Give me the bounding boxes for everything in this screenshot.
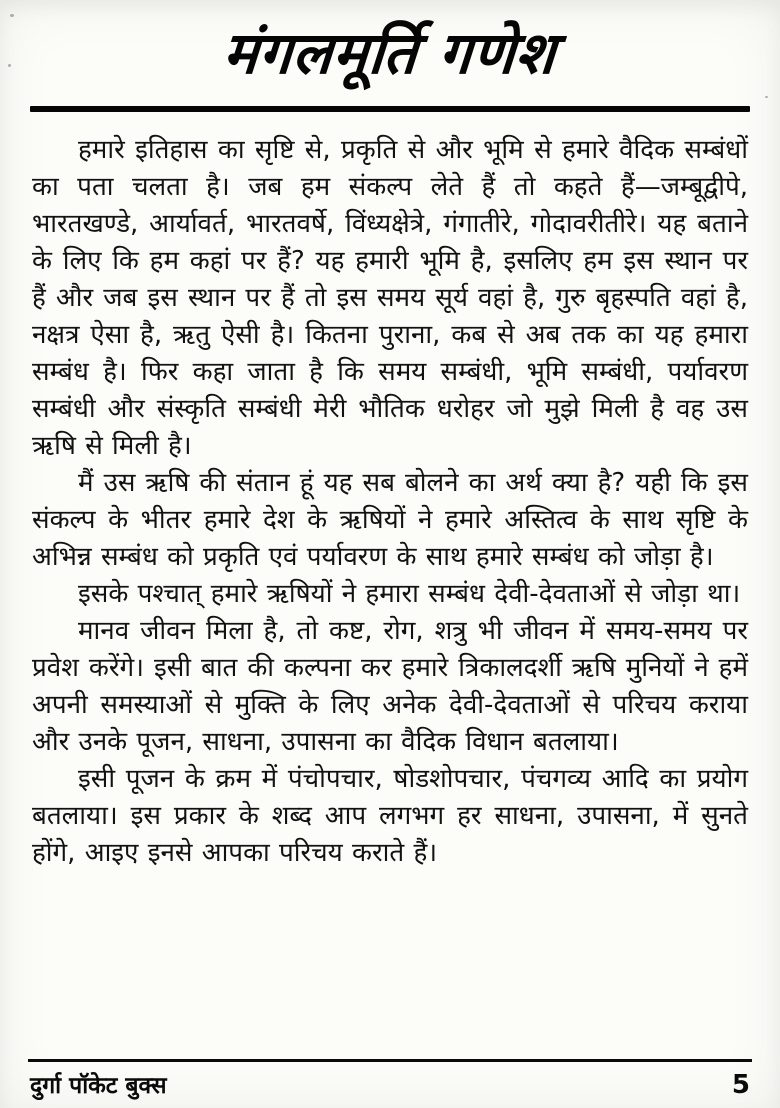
paragraph: मैं उस ऋषि की संतान हूं यह सब बोलने का अर्थ क्या है? यही कि इस संकल्प के भीतर हमारे देश के ऋषियों ने हमारे अस्तित्व के साथ सृष्टि के अभिन्न सम्बंध को प्रकृति एवं पर्यावरण के साथ हमारे सम्बंध को जोड़ा है।	[32, 467, 748, 572]
scan-speck	[765, 96, 768, 98]
publisher-name: दुर्गा पॉकेट बुक्स	[30, 1073, 167, 1099]
body-text	[32, 132, 748, 872]
page-title: मंगलमूर्ति गणेश	[220, 19, 559, 87]
footer-divider	[28, 1059, 752, 1062]
paragraph: इसके पश्चात् हमारे ऋषियों ने हमारा सम्बंध देवी-देवताओं से जोड़ा था।	[78, 578, 741, 609]
title-divider	[30, 106, 750, 112]
page-number: 5	[731, 1070, 750, 1100]
page-footer	[30, 1068, 750, 1100]
paragraph: इसी पूजन के क्रम में पंचोपचार, षोडशोपचार, पंचगव्य आदि का प्रयोग बतलाया। इस प्रकार के शब्द आप लगभग हर साधना, उपासना, में सुनते होंगे, आइए इनसे आपका परिचय कराते हैं।	[32, 763, 748, 868]
paragraph: मानव जीवन मिला है, तो कष्ट, रोग, शत्रु भी जीवन में समय-समय पर प्रवेश करेंगे। इसी बात की कल्पना कर हमारे त्रिकालदर्शी ऋषि मुनियों ने हमें अपनी समस्याओं से मुक्ति के लिए अनेक देवी-देवताओं से परिचय कराया और उनके पूजन, साधना, उपासना का वैदिक विधान बतलाया।	[32, 615, 748, 757]
paragraph: हमारे इतिहास का सृष्टि से, प्रकृति से और भूमि से हमारे वैदिक सम्बंधों का पता चलता है। जब हम संकल्प लेते हैं तो कहते हैं—जम्बूद्वीपे, भारतखण्डे, आर्यावर्त, भारतवर्षे, विंध्यक्षेत्रे, गंगातीरे, गोदावरीतीरे। यह बताने के लिए कि हम कहां पर हैं? यह हमारी भूमि है, इसलिए हम इस स्थान पर हैं और जब इस स्थान पर हैं तो इस समय सूर्य वहां है, गुरु बृहस्पति वहां है, नक्षत्र ऐसा है, ऋतु ऐसी है। कितना पुराना, कब से अब तक का यह हमारा सम्बंध है। फिर कहा जाता है कि समय सम्बंधी, भूमि सम्बंधी, पर्यावरण सम्बंधी और संस्कृति सम्बंधी मेरी भौतिक धरोहर जो मुझे मिली है वह उस ऋषि से मिली है।	[32, 134, 748, 461]
